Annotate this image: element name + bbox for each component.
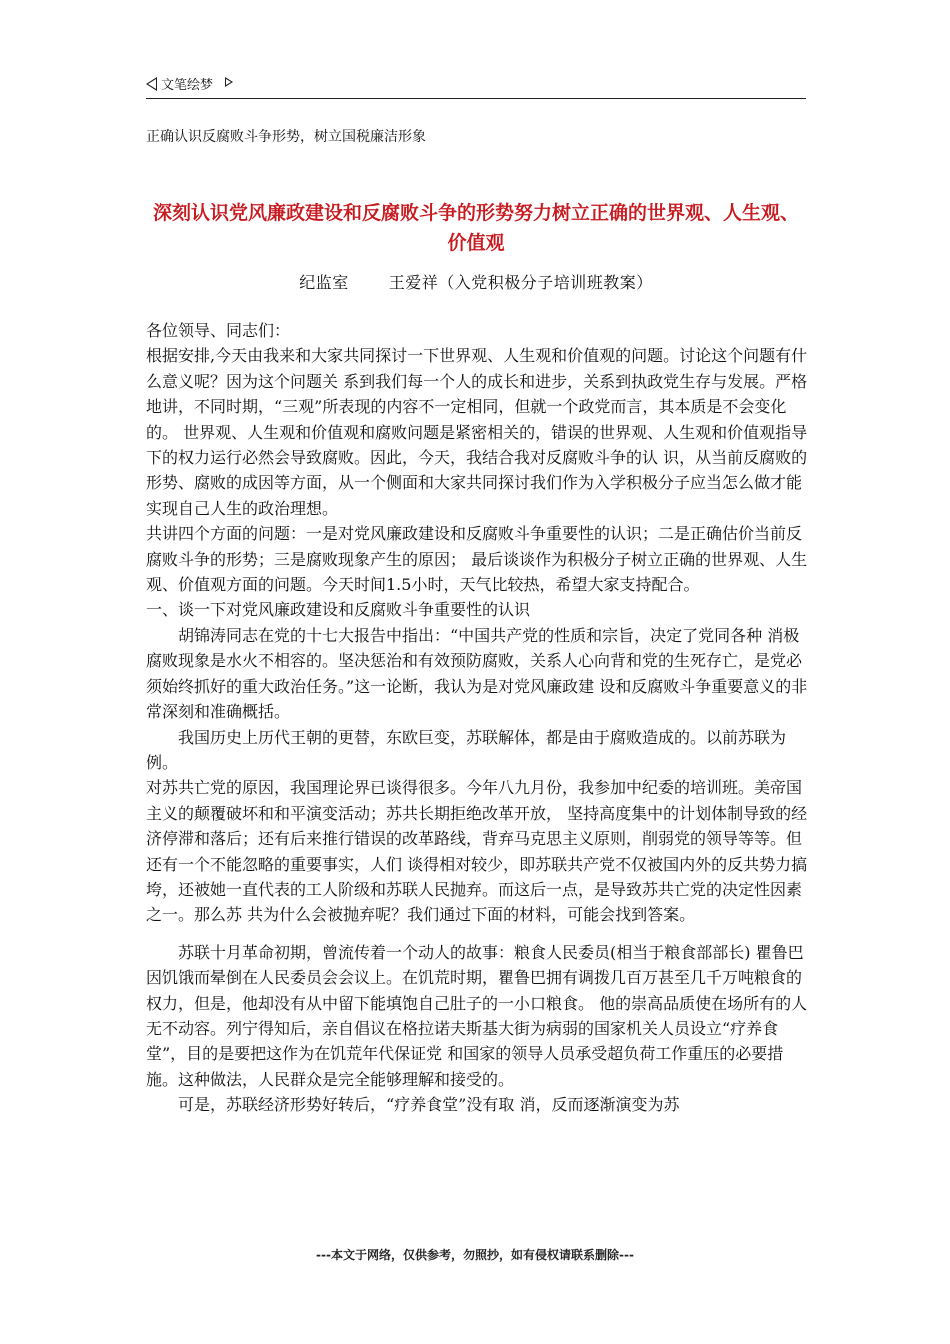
page-footer: ---本文于网络，仅供参考，勿照抄，如有侵权请联系删除--- xyxy=(316,1248,634,1262)
byline xyxy=(146,270,806,293)
paragraph: 对苏共亡党的原因，我国理论界已谈得很多。今年八九月份，我参加中纪委的培训班。美帝国主义的颠覆破坏和和平演变活动；苏共长期拒绝改革开放， 坚持高度集中的计划体制导致的经济停滞和落后；还有后来推行错误的改革路线，背弃马克思主义原则，削弱党的领导等等。但还有一个不能忽略的重要事实，人们 谈得相对较少，即苏联共产党不仅被国内外的反共势力搞垮，还被她一直代表的工人阶级和苏联人民抛弃。而这后一点，是导致苏共亡党的决定性因素之一。那么苏 共为什么会被抛弃呢？我们通过下面的材料，可能会找到答案。 xyxy=(146,778,808,925)
section-heading: 一、谈一下对党风廉政建设和反腐败斗争重要性的认识 xyxy=(146,600,531,620)
document-subtitle: 正确认识反腐败斗争形势，树立国税廉洁形象 xyxy=(146,129,426,145)
triangle-left-icon xyxy=(146,77,157,91)
paragraph: 共讲四个方面的问题：一是对党风廉政建设和反腐败斗争重要性的认识；二是正确估价当前反腐败斗争的形势；三是腐败现象产生的原因； 最后谈谈作为积极分子树立正确的世界观、人生观、价值观方面的问题。今天时间1.5小时，天气比较热，希望大家支持配合。 xyxy=(146,524,808,595)
paragraph: 根据安排,今天由我来和大家共同探讨一下世界观、人生观和价值观的问题。讨论这个问题有什么意义呢？因为这个问题关 系到我们每一个人的成长和进步，关系到执政党生存与发展。严格地讲，不同时期，“三观”所表现的内容不一定相同，但就一个政党而言，其本质是不会变化的。 世界观、人生观和价值观和腐败问题是紧密相关的，错误的世界观、人生观和价值观指导下的权力运行必然会导致腐败。因此，今天，我结合我对反腐败斗争的认 识，从当前反腐败的形势、腐败的成因等方面，从一个侧面和大家共同探讨我们作为入学积极分子应当怎么做才能实现自己人生的政治理想。 xyxy=(146,346,808,518)
triangle-right-icon xyxy=(225,77,233,87)
paragraph: 可是，苏联经济形势好转后，“疗养食堂”没有取 消，反而逐渐演变为苏 xyxy=(178,1095,680,1115)
paragraph: 苏联十月革命初期，曾流传着一个动人的故事：粮食人民委员(相当于粮食部部长) 瞿鲁巴因饥饿而晕倒在人民委员会会议上。在饥荒时期，瞿鲁巴拥有调拨几百万甚至几千万吨粮食的权力，但是，他却没有从中留下能填饱自己肚子的一小口粮食。 他的崇高品质使在场所有的人无不动容。列宁得知后，亲自倡议在格拉诺夫斯基大街为病弱的国家机关人员设立“疗养食堂”，目的是要把这作为在饥荒年代保证党 和国家的领导人员承受超负荷工作重压的必要措施。这种做法，人民群众是完全能够理解和接受的。 xyxy=(146,942,808,1089)
paragraph: 胡锦涛同志在党的十七大报告中指出：“中国共产党的性质和宗旨，决定了党同各种 消极腐败现象是水火不相容的。坚决惩治和有效预防腐败，关系人心向背和党的生死存亡，是党必须始终抓好的重大政治任务。”这一论断，我认为是对党风廉政建 设和反腐败斗争重要意义的非常深刻和准确概括。 xyxy=(146,625,808,722)
brand xyxy=(146,74,233,93)
paragraph: 我国历史上历代王朝的更替，东欧巨变，苏联解体，都是由于腐败造成的。以前苏联为例。 xyxy=(146,727,787,772)
brand-name: 文笔绘梦 xyxy=(161,78,214,93)
document-body xyxy=(146,318,810,1118)
byline-dept: 纪监室 xyxy=(299,273,349,292)
byline-author: 王爱祥（入党积极分子培训班教案） xyxy=(388,273,653,292)
page-header xyxy=(146,70,806,99)
paragraph: 各位领导、同志们： xyxy=(146,321,291,340)
document-title: 深刻认识党风廉政建设和反腐败斗争的形势努力树立正确的世界观、人生观、价值观 xyxy=(152,202,799,254)
